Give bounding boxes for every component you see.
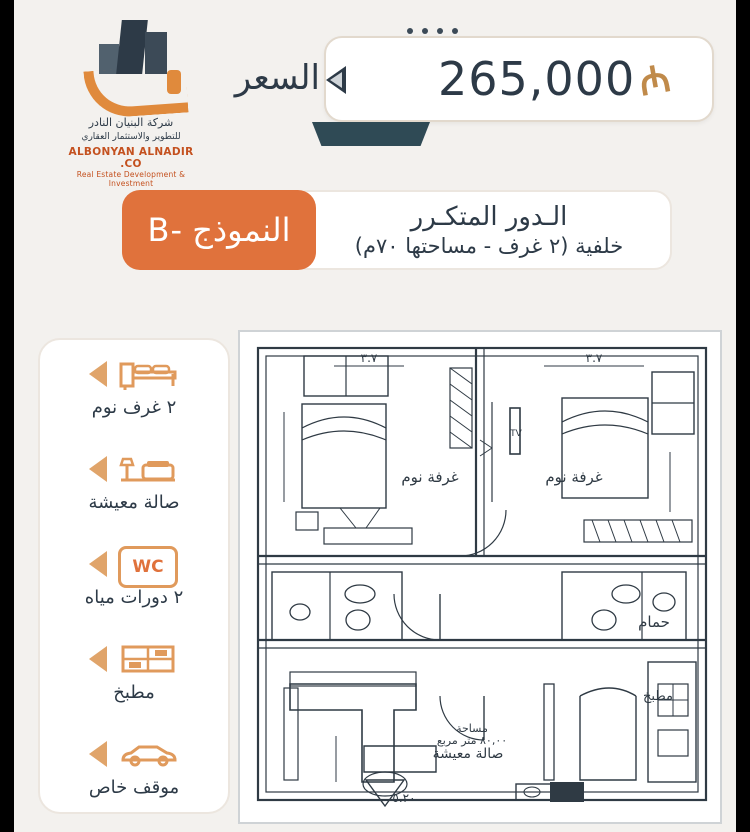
logo-english-sub: Real Estate Development & Investment [76, 169, 186, 188]
bed-icon [117, 354, 179, 394]
model-line-1: الـدور المتكـرر [410, 202, 568, 232]
model-badge: النموذج -B [122, 190, 316, 270]
model-bar [122, 190, 672, 270]
model-line-2: خلفية (٢ غرف - مساحتها ٧٠م) [354, 234, 624, 258]
riyal-currency-icon: ₼ [635, 55, 674, 105]
banner-tab-shape [312, 122, 430, 146]
feature-kitchen [48, 639, 220, 703]
dim-top-right: ٣.٧ [360, 351, 378, 365]
logo-english-name: ALBONYAN ALNADIR CO. [68, 145, 194, 170]
feature-caret-icon [89, 456, 107, 482]
feature-caret-icon [89, 646, 107, 672]
feature-label: صالة معيشة [88, 492, 180, 513]
feature-bedrooms [48, 354, 220, 418]
wc-icon [117, 544, 179, 584]
left-gutter [0, 0, 14, 832]
feature-bathrooms [48, 544, 220, 608]
model-description [290, 190, 672, 270]
logo-arabic-sub: للتطوير والاستثمار العقاري [81, 132, 181, 143]
price-arrow-inner-icon [330, 72, 342, 88]
room-label-bathroom: حمام [638, 613, 670, 631]
sofa-icon [117, 449, 179, 489]
tv-label: TV [510, 429, 522, 439]
feature-label: ٢ غرف نوم [91, 397, 177, 418]
feature-caret-icon [89, 551, 107, 577]
room-label-bedroom-left: غرفة نوم [545, 468, 603, 486]
area-value: ٨٠,٠٠ متر مربع [436, 734, 508, 747]
dim-top-left: ٣.٧ [585, 351, 603, 365]
logo-arabic-name: شركة البنيان النادر [88, 116, 174, 129]
feature-caret-icon [89, 361, 107, 387]
feature-living-room [48, 449, 220, 513]
right-gutter [736, 0, 750, 832]
room-label-living: صالة معيشة [432, 746, 504, 762]
floor-plan-drawing [244, 332, 720, 818]
company-logo [56, 18, 206, 188]
feature-label: مطبخ [113, 682, 155, 703]
price-label: السعر [234, 58, 320, 98]
features-panel [38, 338, 230, 814]
room-label-kitchen: مطبخ [643, 689, 673, 704]
price-value: 265,000 [437, 52, 636, 106]
feature-caret-icon [89, 741, 107, 767]
decorative-dots [407, 28, 458, 34]
price-banner [324, 36, 714, 122]
feature-label: ٢ دورات مياه [84, 587, 184, 608]
area-note: مساحة [456, 722, 488, 735]
room-label-bedroom-right: غرفة نوم [401, 468, 459, 486]
feature-label: موقف خاص [88, 777, 180, 798]
logo-mark-icon [71, 18, 191, 114]
floor-plan [238, 330, 722, 824]
car-icon [117, 734, 179, 774]
kitchen-icon [117, 639, 179, 679]
feature-parking [48, 734, 220, 798]
dim-entry: ٥.٢٠ [392, 791, 416, 805]
wc-badge-text: WC [118, 546, 178, 588]
